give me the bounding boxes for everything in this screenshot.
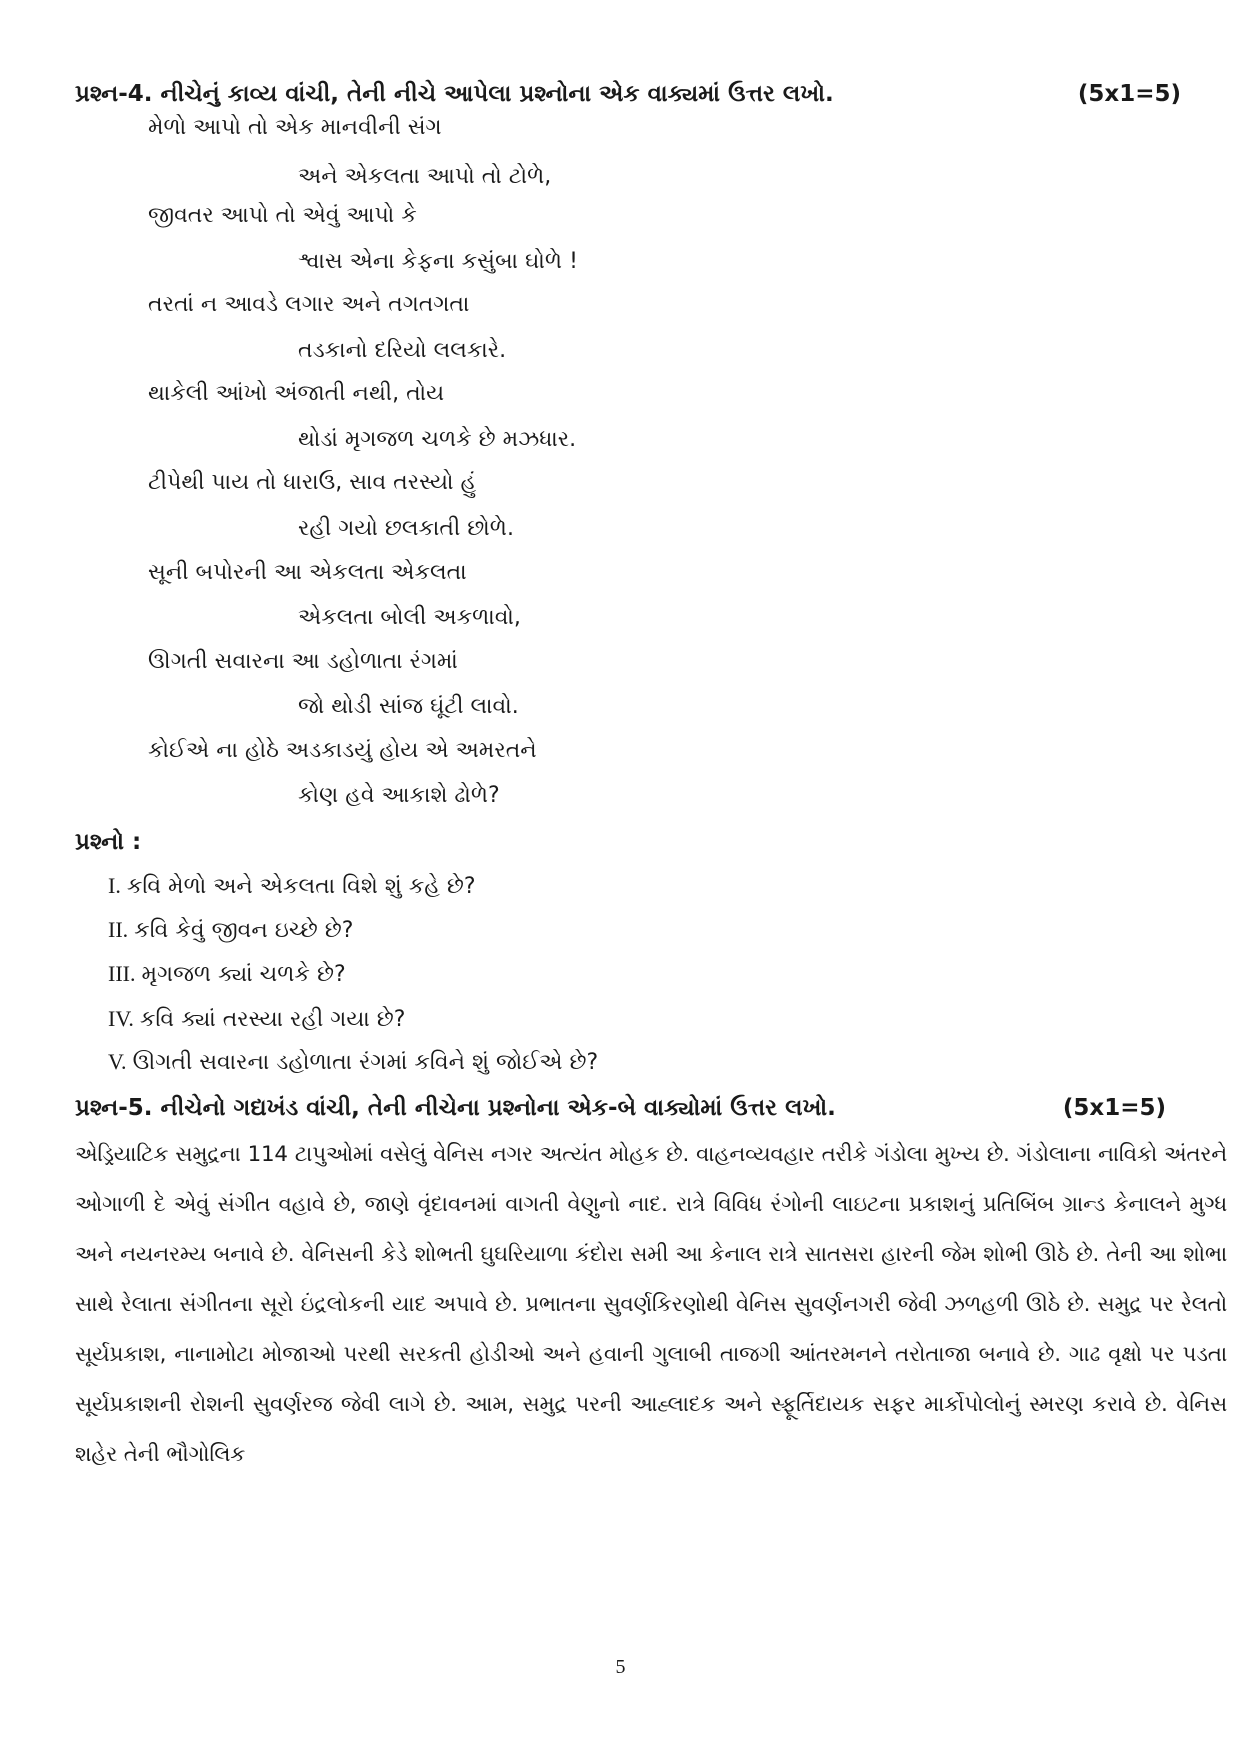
list-item (108, 870, 476, 903)
poem-line: તડકાનો દરિયો લલકારે. (298, 338, 507, 363)
list-item (108, 958, 346, 991)
poem-line: જીવતર આપો તો એવું આપો કે (148, 203, 417, 228)
page-number: 5 (615, 1656, 626, 1678)
list-item (108, 914, 353, 947)
question-number: II. (108, 917, 129, 942)
question-text: મૃગજળ ક્યાં ચળકે છે? (141, 962, 346, 987)
prose-passage: એડ્રિયાટિક સમુદ્રના 114 ટાપુઓમાં વસેલું વેનિસ નગર અત્યંત મોહક છે. વાહનવ્યવહાર તરીકે ગંડોલા મુખ્ય છે. ગંડોલાના નાવિકો અંતરને ઓગાળી દે એવું સંગીત વહાવે છે, જાણે વૃંદાવનમાં વાગતી વેણુનો નાદ. રાત્રે વિવિધ રંગોની લાઇટના પ્રકાશનું પ્રતિબિંબ ગ્રાન્ડ કેનાલને મુગ્ધ અને નયનરમ્ય બનાવે છે. વેનિસની કેડે શોભતી ઘુઘરિયાળા કંદોરા સમી આ કેનાલ રાત્રે સાતસરા હારની જેમ શોભી ઊઠે છે. તેની આ શોભા સાથે રેલાતા સંગીતના સૂરો ઇંદ્રલોકની યાદ અપાવે છે. પ્રભાતના સુવર્ણકિરણોથી વેનિસ સુવર્ણનગરી જેવી ઝળહળી ઊઠે છે. સમુદ્ર પર રેલતો સૂર્યપ્રકાશ, નાનામોટા મોજાઓ પરથી સરકતી હોડીઓ અને હવાની ગુલાબી તાજગી આંતરમનને તરોતાજા બનાવે છે. ગાઢ વૃક્ષો પર પડતા સૂર્યપ્રકાશની રોશની સુવર્ણરજ જેવી લાગે છે. આમ, સમુદ્ર પરની આહ્લાદક અને સ્ફૂર્તિદાયક સફર માર્કોપોલોનું સ્મરણ કરાવે છે. વેનિસ શહેર તેની ભૌગોલિક (75, 1142, 1227, 1467)
poem-line: એકલતા બોલી અકળાવો, (298, 605, 521, 630)
question-number: V. (108, 1049, 127, 1074)
question-text: કવિ ક્યાં તરસ્યા રહી ગયા છે? (139, 1007, 406, 1032)
poem-line: મેળો આપો તો એક માનવીની સંગ (148, 115, 442, 140)
poem-line: કોઈએ ના હોઠે અડકાડયું હોય એ અમરતને (148, 738, 537, 763)
question-text: ઊગતી સવારના ડહોળાતા રંગમાં કવિને શું જોઈએ છે? (132, 1050, 599, 1075)
poem-line: રહી ગયો છલકાતી છોળે. (298, 516, 514, 541)
poem-line: શ્વાસ એના કેફના કસુંબા ઘોળે ! (298, 249, 578, 274)
poem-line: કોણ હવે આકાશે ઢોળે? (298, 783, 500, 808)
question-4-title: પ્રશ્ન-4. નીચેનું કાવ્ય વાંચી, તેની નીચે આપેલા પ્રશ્નોના એક વાક્યમાં ઉત્તર લખો. (75, 81, 834, 107)
question-number: I. (108, 873, 121, 898)
poem-line: ટીપેથી પાય તો ધારાઉ, સાવ તરસ્યો હું (148, 470, 477, 495)
list-item (108, 1003, 405, 1036)
question-text: કવિ મેળો અને એકલતા વિશે શું કહે છે? (126, 874, 476, 899)
poem-line: જો થોડી સાંજ ઘૂંટી લાવો. (298, 694, 519, 719)
question-text: કવિ કેવું જીવન ઇચ્છે છે? (134, 918, 354, 943)
poem-line: તરતાં ન આવડે લગાર અને તગતગતા (148, 292, 470, 317)
question-4-heading (75, 78, 1181, 110)
question-number: III. (108, 961, 136, 986)
question-number: IV. (108, 1006, 134, 1031)
questions-label: પ્રશ્નો : (75, 829, 142, 855)
question-5-heading (75, 1092, 1166, 1124)
question-5-title: પ્રશ્ન-5. નીચેનો ગદ્યખંડ વાંચી, તેની નીચેના પ્રશ્નોના એક-બે વાક્યોમાં ઉત્તર લખો. (75, 1095, 836, 1121)
question-4-marks: (5x1=5) (1077, 81, 1181, 107)
poem-line: થાકેલી આંખો અંજાતી નથી, તોય (148, 381, 445, 406)
poem-line: સૂની બપોરની આ એકલતા એકલતા (148, 560, 467, 585)
poem-line: અને એકલતા આપો તો ટોળે, (298, 164, 552, 189)
poem-line: થોડાં મૃગજળ ચળકે છે મઝધાર. (298, 427, 577, 452)
poem-line: ઊગતી સવારના આ ડહોળાતા રંગમાં (148, 649, 458, 674)
list-item (108, 1046, 598, 1079)
question-5-marks: (5x1=5) (1062, 1095, 1166, 1121)
